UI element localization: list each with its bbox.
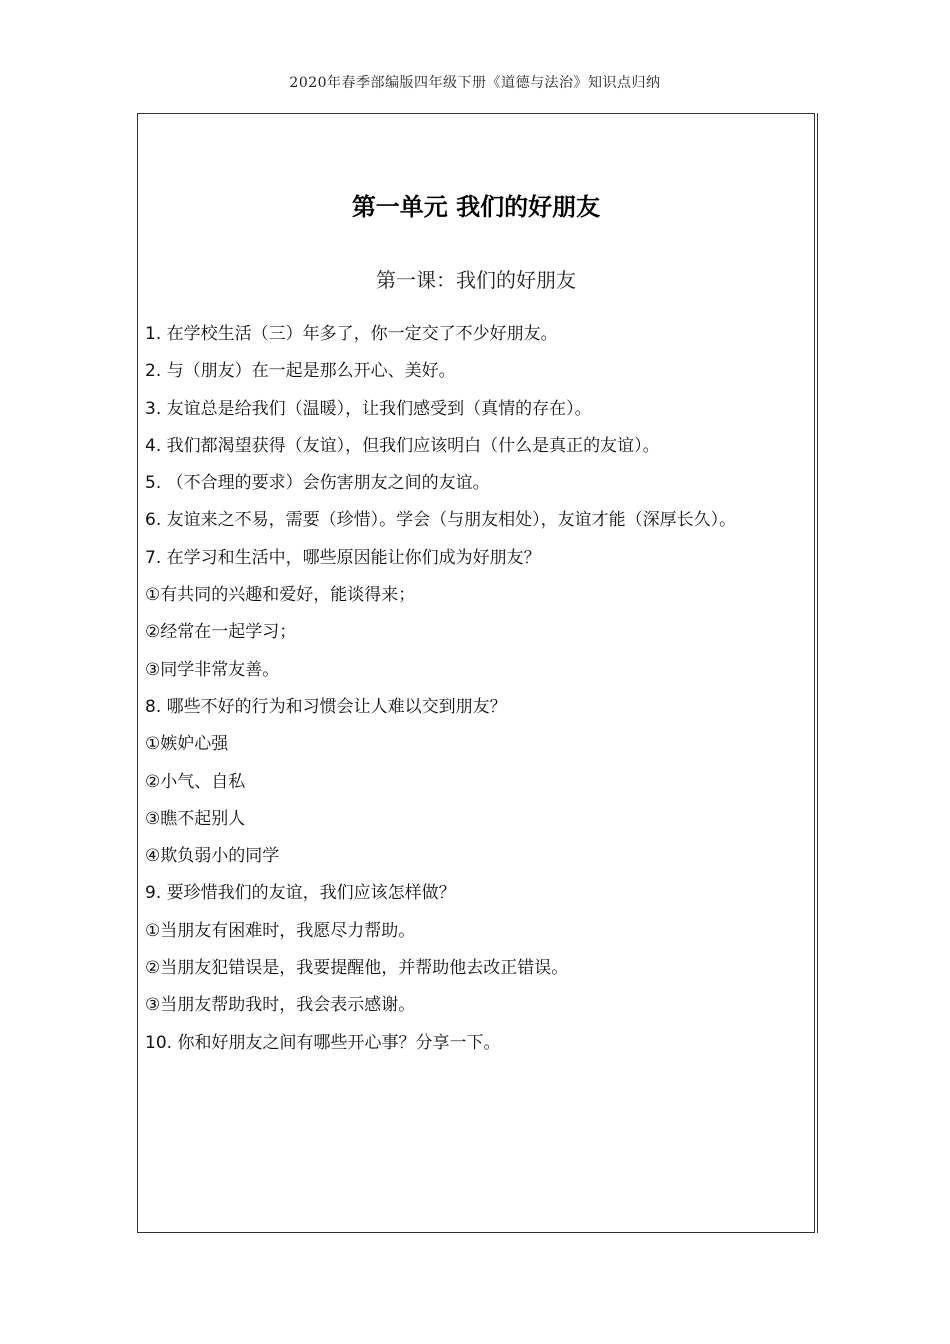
lesson-title: 第一课：我们的好朋友 [376, 268, 576, 292]
list-item: 4. 我们都渴望获得（友谊），但我们应该明白（什么是真正的友谊）。 [145, 435, 660, 456]
list-item: 1. 在学校生活（三）年多了，你一定交了不少好朋友。 [145, 324, 558, 344]
list-item: ②经常在一起学习； [145, 622, 297, 643]
list-item: 8. 哪些不好的行为和习惯会让人难以交到朋友？ [145, 696, 507, 717]
knowledge-point-list [145, 320, 815, 1066]
list-item: ②当朋友犯错误是，我要提醒他，并帮助他去改正错误。 [145, 958, 569, 979]
list-item: 2. 与（朋友）在一起是那么开心、美好。 [145, 361, 456, 382]
page-header: 2020年春季部编版四年级下册《道德与法治》知识点归纳 [289, 75, 661, 91]
list-item: 5. （不合理的要求）会伤害朋友之间的友谊。 [145, 473, 490, 494]
list-item: ④欺负弱小的同学 [145, 846, 280, 867]
list-item: 3. 友谊总是给我们（温暖），让我们感受到（真情的存在）。 [145, 398, 592, 419]
list-item: ①有共同的兴趣和爱好，能谈得来； [145, 585, 416, 606]
unit-title: 第一单元 我们的好朋友 [351, 193, 601, 221]
list-item: 9. 要珍惜我们的友谊，我们应该怎样做？ [145, 883, 456, 904]
list-item: ②小气、自私 [145, 771, 246, 792]
list-item: 7. 在学习和生活中，哪些原因能让你们成为好朋友？ [145, 547, 541, 568]
list-item: ③同学非常友善。 [145, 659, 280, 680]
list-item: ①嫉妒心强 [145, 734, 229, 755]
list-item: 6. 友谊来之不易，需要（珍惜）。学会（与朋友相处），友谊才能（深厚长久）。 [145, 510, 737, 531]
list-item: ③当朋友帮助我时，我会表示感谢。 [145, 995, 416, 1016]
list-item: ③瞧不起别人 [145, 808, 246, 829]
list-item: ①当朋友有困难时，我愿尽力帮助。 [145, 920, 416, 941]
list-item: 10. 你和好朋友之间有哪些开心事？分享一下。 [145, 1032, 501, 1053]
